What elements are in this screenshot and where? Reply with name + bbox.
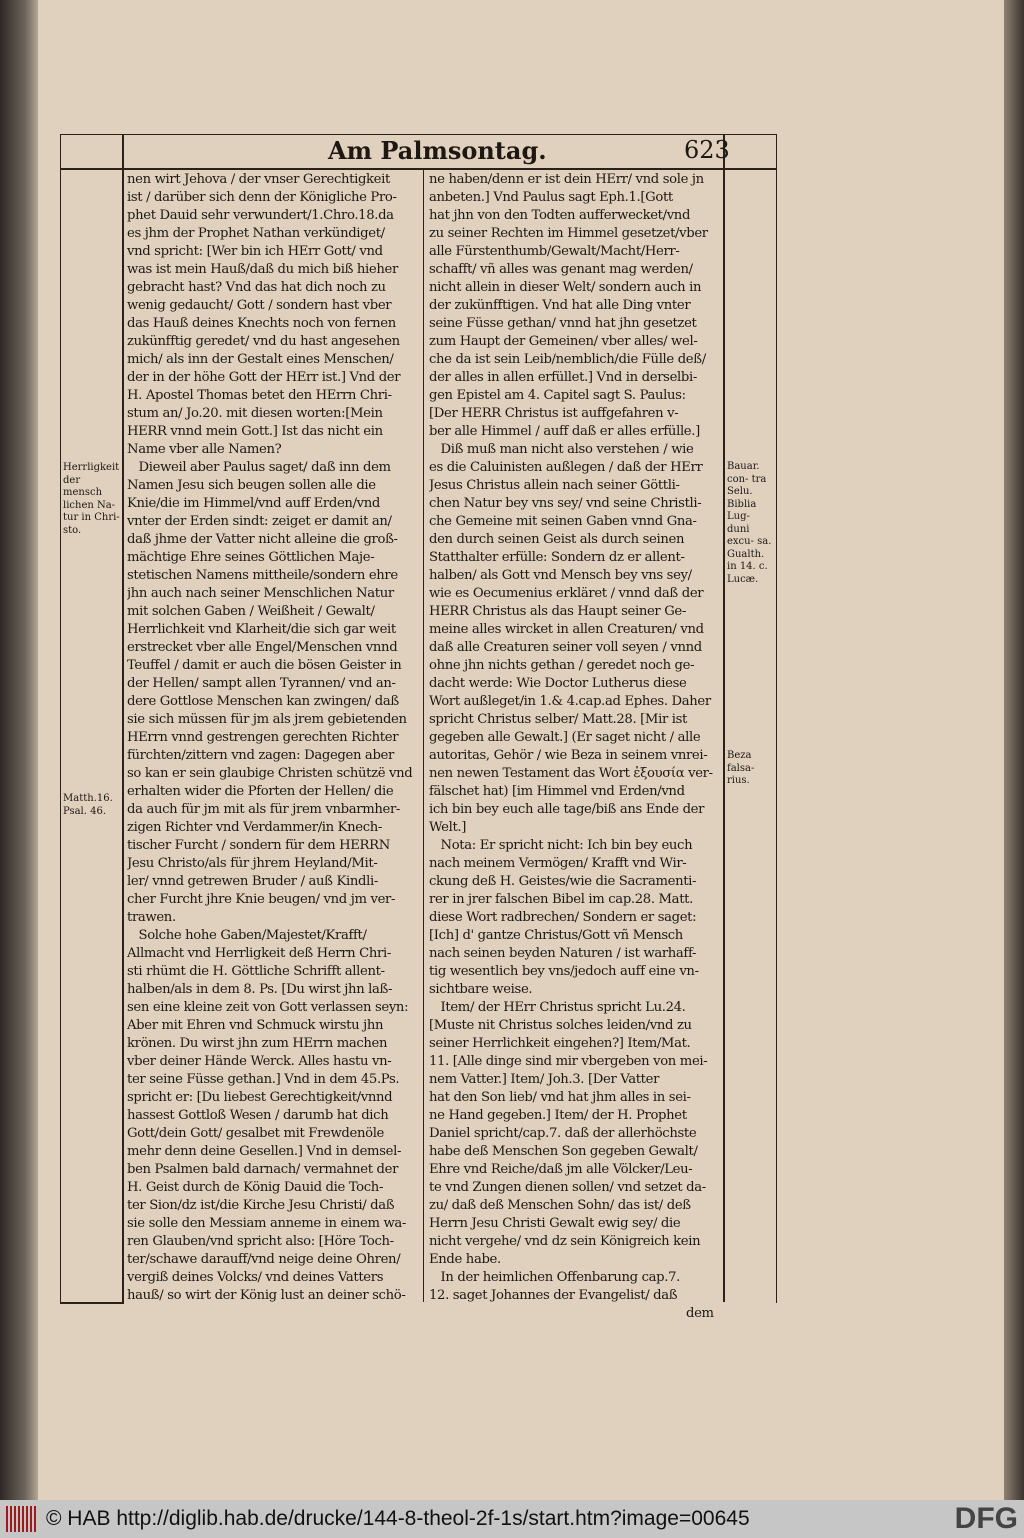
right-margin-rule bbox=[723, 134, 725, 1302]
text-line: mehr denn deine Gesellen.] Vnd in demsel- bbox=[127, 1144, 402, 1159]
text-line: ohne jhn nichts gethan / geredet noch ge- bbox=[429, 658, 695, 673]
text-line: [Muste nit Christus solches leiden/vnd zu bbox=[429, 1018, 692, 1033]
text-line: sti rhümt die H. Göttliche Schrifft allent- bbox=[127, 964, 385, 979]
text-line: chen Natur bey vns sey/ vnd seine Christli- bbox=[429, 496, 702, 511]
text-line: der in der höhe Gott der HErr ist.] Vnd der bbox=[127, 370, 401, 385]
text-line: trawen. bbox=[127, 910, 176, 925]
text-line: cher Furcht jhre Knie beugen/ vnd jm ver- bbox=[127, 892, 396, 907]
text-line: Teuffel / damit er auch die bösen Geister in bbox=[127, 658, 402, 673]
text-line: vnd spricht: [Wer bin ich HErr Gott/ vnd bbox=[127, 244, 383, 259]
text-line: ter seine Füsse gethan.] Vnd in dem 45.Ps. bbox=[127, 1072, 400, 1087]
margin-note: Herrligkeit der mensch lichen Na- tur in Chri- sto. bbox=[63, 462, 120, 536]
text-line: sen eine kleine zeit von Gott verlassen seyn: bbox=[127, 1000, 409, 1015]
text-line: Jesu Christo/als für jhrem Heyland/Mit- bbox=[127, 856, 378, 871]
text-line: Ende habe. bbox=[429, 1252, 501, 1267]
text-line: zum Haupt der Gemeinen/ vber alles/ wel- bbox=[429, 334, 698, 349]
text-line: der alles in allen erfüllet.] Vnd in derselbi- bbox=[429, 370, 697, 385]
text-line: Welt.] bbox=[429, 820, 467, 835]
text-line: H. Geist durch de König Dauid die Toch- bbox=[127, 1180, 384, 1195]
hab-logo-icon bbox=[6, 1506, 36, 1532]
text-line: [Der HERR Christus ist auffgefahren v- bbox=[429, 406, 679, 421]
left-margin-rule bbox=[122, 134, 124, 1302]
text-line: mächtige Ehre seines Göttlichen Maje- bbox=[127, 550, 375, 565]
text-line: gegeben alle Gewalt.] (Er saget nicht / alle bbox=[429, 730, 701, 745]
text-line: tig wesentlich bey vns/jedoch auff eine vn- bbox=[429, 964, 699, 979]
text-line: stum an/ Jo.20. mit diesen worten:[Mein bbox=[127, 406, 383, 421]
text-line: Ehre vnd Reiche/daß jm alle Völcker/Leu- bbox=[429, 1162, 693, 1177]
text-line: Herrlichkeit vnd Klarheit/die sich gar weit bbox=[127, 622, 396, 637]
text-line: alle Fürstenthumb/Gewalt/Macht/Herr- bbox=[429, 244, 680, 259]
text-line: so kan er sein glaubige Christen schützë vnd bbox=[127, 766, 413, 781]
text-line: Item/ der HErr Christus spricht Lu.24. bbox=[429, 1000, 686, 1015]
text-line: zigen Richter vnd Verdammer/in Knech- bbox=[127, 820, 383, 835]
text-line: ben Psalmen bald darnach/ vermahnet der bbox=[127, 1162, 399, 1177]
text-line: Knie/die im Himmel/vnd auff Erden/vnd bbox=[127, 496, 381, 511]
text-line: jhn auch nach seiner Menschlichen Natur bbox=[127, 586, 394, 601]
text-line: ter Sion/dz ist/die Kirche Jesu Christi/ daß bbox=[127, 1198, 395, 1213]
text-line: spricht er: [Du liebest Gerechtigkeit/vnnd bbox=[127, 1090, 393, 1105]
text-line: daß alle Creaturen seiner voll seyen / vnnd bbox=[429, 640, 702, 655]
text-line: habe deß Menschen Son gegeben Gewalt/ bbox=[429, 1144, 698, 1159]
text-line: te vnd Zungen dienen sollen/ vnd setzet da- bbox=[429, 1180, 706, 1195]
text-line: wie es Oecumenius erkläret / vnnd daß der bbox=[429, 586, 704, 601]
text-line: HERR Christus als das Haupt seiner Ge- bbox=[429, 604, 686, 619]
text-line: vnter der Erden sindt: zeiget er damit an/ bbox=[127, 514, 392, 529]
bottom-rule bbox=[60, 1302, 124, 1304]
right-column bbox=[429, 171, 721, 1305]
text-line: ne Hand gegeben.] Item/ der H. Prophet bbox=[429, 1108, 687, 1123]
text-line: hauß/ so wirt der König lust an deiner schö- bbox=[127, 1288, 406, 1303]
text-line: ich bin bey euch alle tage/biß ans Ende der bbox=[429, 802, 705, 817]
text-line: Dieweil aber Paulus saget/ daß inn dem bbox=[127, 460, 391, 475]
text-line: gen Epistel am 4. Capitel sagt S. Paulus: bbox=[429, 388, 686, 403]
text-line: sie solle den Messiam anneme in einem wa- bbox=[127, 1216, 407, 1231]
text-line: meine alles wircket in allen Creaturen/ vnd bbox=[429, 622, 704, 637]
text-line: ckung deß H. Geistes/wie die Sacramenti- bbox=[429, 874, 697, 889]
text-line: hat jhn von den Todten aufferwecket/vnd bbox=[429, 208, 691, 223]
text-line: zu/ daß deß Menschen Sohn/ das ist/ deß bbox=[429, 1198, 691, 1213]
text-line: che da ist sein Leib/nemblich/die Fülle deß/ bbox=[429, 352, 706, 367]
text-line: es die Caluinisten außlegen / daß der HErr bbox=[429, 460, 703, 475]
text-line: hassest Gottloß Wesen / darumb hat dich bbox=[127, 1108, 389, 1123]
text-line: ter/schawe darauff/vnd neige deine Ohren/ bbox=[127, 1252, 401, 1267]
text-line: sie sich müssen für jm als jrem gebietenden bbox=[127, 712, 407, 727]
book-spine bbox=[0, 0, 42, 1500]
left-column bbox=[127, 171, 420, 1305]
text-line: Aber mit Ehren vnd Schmuck wirstu jhn bbox=[127, 1018, 384, 1033]
dfg-logo: DFG bbox=[954, 1502, 1018, 1535]
text-line: HErrn vnnd gestrengen gerechten Richter bbox=[127, 730, 399, 745]
text-line: che Gemeine mit seinen Gaben vnnd Gna- bbox=[429, 514, 697, 529]
text-line: dere Gottlose Menschen kan zwingen/ daß bbox=[127, 694, 399, 709]
text-line: phet Dauid sehr verwundert/1.Chro.18.da bbox=[127, 208, 394, 223]
text-line: den durch seinen Geist als durch seinen bbox=[429, 532, 685, 547]
text-line: halben/ als Gott vnd Mensch bey vns sey/ bbox=[429, 568, 692, 583]
text-line: ne haben/denn er ist dein HErr/ vnd sole jn bbox=[429, 172, 704, 187]
text-line: nen wirt Jehova / der vnser Gerechtigkeit bbox=[127, 172, 390, 187]
text-line: stetischen Namens mittheile/sondern ehre bbox=[127, 568, 398, 583]
text-line: nicht vergehe/ vnd dz sein Königreich kein bbox=[429, 1234, 701, 1249]
text-line: es jhm der Prophet Nathan verkündiget/ bbox=[127, 226, 385, 241]
text-line: ist / darüber sich denn der Königliche Pro- bbox=[127, 190, 397, 205]
text-line: diese Wort radbrechen/ Sondern er saget: bbox=[429, 910, 697, 925]
text-line: erhalten wider die Pforten der Hellen/ die bbox=[127, 784, 394, 799]
text-line: spricht Christus selber/ Matt.28. [Mir ist bbox=[429, 712, 687, 727]
text-line: nem Vatter.] Item/ Joh.3. [Der Vatter bbox=[429, 1072, 660, 1087]
text-line: Herrn Jesu Christi Gewalt ewig sey/ die bbox=[429, 1216, 681, 1231]
text-line: der Hellen/ sampt allen Tyrannen/ vnd an- bbox=[127, 676, 396, 691]
text-line: tischer Furcht / sondern für dem HERRN bbox=[127, 838, 390, 853]
text-line: nen newen Testament das Wort ἐξουσία ver- bbox=[429, 766, 713, 781]
text-line: krönen. Du wirst jhn zum HErrn machen bbox=[127, 1036, 388, 1051]
text-line: da auch für jm mit als für jrem vnbarmher- bbox=[127, 802, 401, 817]
text-line: hat den Son lieb/ vnd hat jhm alles in sei- bbox=[429, 1090, 691, 1105]
text-line: sichtbare weise. bbox=[429, 982, 533, 997]
page-title: Am Palmsontag. bbox=[328, 136, 547, 165]
text-line: schafft/ vñ alles was genant mag werden/ bbox=[429, 262, 693, 277]
text-line: ber alle Himmel / auff daß er alles erfülle.] bbox=[429, 424, 700, 439]
text-line: autoritas, Gehör / wie Beza in seinem vnrei- bbox=[429, 748, 708, 763]
text-line: zu seiner Rechten im Himmel gesetzet/vber bbox=[429, 226, 708, 241]
text-line: 12. saget Johannes der Evangelist/ daß bbox=[429, 1288, 678, 1303]
catchword: dem bbox=[686, 1306, 714, 1321]
text-line: gebracht hast? Vnd das hat dich noch zu bbox=[127, 280, 386, 295]
text-line: Allmacht vnd Herrligkeit deß Herrn Chri- bbox=[127, 946, 391, 961]
text-line: zukünfftig geredet/ vnd du hast angesehen bbox=[127, 334, 400, 349]
text-line: Name vber alle Namen? bbox=[127, 442, 282, 457]
text-line: vber deiner Hände Werck. Alles hastu vn- bbox=[127, 1054, 392, 1069]
text-line: fälschet hat) [im Himmel vnd Erden/vnd bbox=[429, 784, 685, 799]
text-line: Wort außleget/in 1.& 4.cap.ad Ephes. Daher bbox=[429, 694, 711, 709]
margin-note: Beza falsa- rius. bbox=[727, 750, 755, 786]
text-line: nach meinem Vermögen/ Krafft vnd Wir- bbox=[429, 856, 687, 871]
text-line: fürchten/zittern vnd zagen: Dagegen aber bbox=[127, 748, 394, 763]
text-line: Diß muß man nicht also verstehen / wie bbox=[429, 442, 694, 457]
text-line: seine Füsse gethan/ vnnd hat jhn gesetzet bbox=[429, 316, 697, 331]
text-line: nicht allein in dieser Welt/ sondern auch in bbox=[429, 280, 702, 295]
text-line: anbeten.] Vnd Paulus sagt Eph.1.[Gott bbox=[429, 190, 673, 205]
page-number: 623 bbox=[684, 136, 730, 164]
copyright-link[interactable]: © HAB http://diglib.hab.de/drucke/144-8-theol-2f-1s/start.htm?image=00645 bbox=[46, 1507, 750, 1530]
text-line: Gott/dein Gott/ gesalbet mit Frewdenöle bbox=[127, 1126, 385, 1141]
text-line: HERR vnnd mein Gott.] Ist das nicht ein bbox=[127, 424, 383, 439]
page-edge bbox=[1004, 0, 1024, 1500]
text-line: In der heimlichen Offenbarung cap.7. bbox=[429, 1270, 680, 1285]
text-line: Daniel spricht/cap.7. daß der allerhöchste bbox=[429, 1126, 697, 1141]
text-line: vergiß deines Volcks/ vnd deines Vatters bbox=[127, 1270, 384, 1285]
header-rule bbox=[60, 168, 777, 170]
text-line: der zukünfftigen. Vnd hat alle Ding vnter bbox=[429, 298, 691, 313]
text-line: daß jhme der Vatter nicht alleine die groß- bbox=[127, 532, 398, 547]
text-line: ren Glauben/vnd spricht also: [Höre Toch- bbox=[127, 1234, 394, 1249]
text-line: mit solchen Gaben / Weißheit / Gewalt/ bbox=[127, 604, 375, 619]
text-line: wenig gedaucht/ Gott / sondern hast vber bbox=[127, 298, 392, 313]
text-line: was ist mein Hauß/daß du mich biß hieher bbox=[127, 262, 398, 277]
text-line: ler/ vnnd getrewen Bruder / auß Kindli- bbox=[127, 874, 378, 889]
text-line: Statthalter erfülle: Sondern dz er allent- bbox=[429, 550, 685, 565]
text-line: [Ich] d' gantze Christus/Gott vñ Mensch bbox=[429, 928, 683, 943]
text-line: halben/als in dem 8. Ps. [Du wirst jhn laß- bbox=[127, 982, 393, 997]
text-line: nach seinen beyden Naturen / ist warhaff- bbox=[429, 946, 697, 961]
margin-note: Matth.16. Psal. 46. bbox=[63, 793, 113, 817]
text-line: rer in jrer falschen Bibel im cap.28. Matt. bbox=[429, 892, 693, 907]
margin-note: Bauar. con- tra Selu. Biblia Lug- duni excu- sa. Gualth. in 14. c. Lucæ. bbox=[727, 461, 772, 585]
text-line: mich/ als inn der Gestalt eines Menschen/ bbox=[127, 352, 394, 367]
text-line: dacht werde: Wie Doctor Lutherus diese bbox=[429, 676, 687, 691]
text-line: seiner Herrlichkeit eingehen?] Item/Mat. bbox=[429, 1036, 691, 1051]
text-line: 11. [Alle dinge sind mir vbergeben von mei- bbox=[429, 1054, 708, 1069]
text-line: Nota: Er spricht nicht: Ich bin bey euch bbox=[429, 838, 693, 853]
text-line: Namen Jesu sich beugen sollen alle die bbox=[127, 478, 376, 493]
column-rule bbox=[423, 168, 424, 1302]
footer-bar bbox=[0, 1500, 1024, 1538]
text-line: Jesus Christus allein nach seiner Göttli- bbox=[429, 478, 680, 493]
text-line: das Hauß deines Knechts noch von fernen bbox=[127, 316, 396, 331]
text-line: Solche hohe Gaben/Majestet/Krafft/ bbox=[127, 928, 367, 943]
text-line: H. Apostel Thomas betet den HErrn Chri- bbox=[127, 388, 392, 403]
text-line: erstrecket vber alle Engel/Menschen vnnd bbox=[127, 640, 398, 655]
